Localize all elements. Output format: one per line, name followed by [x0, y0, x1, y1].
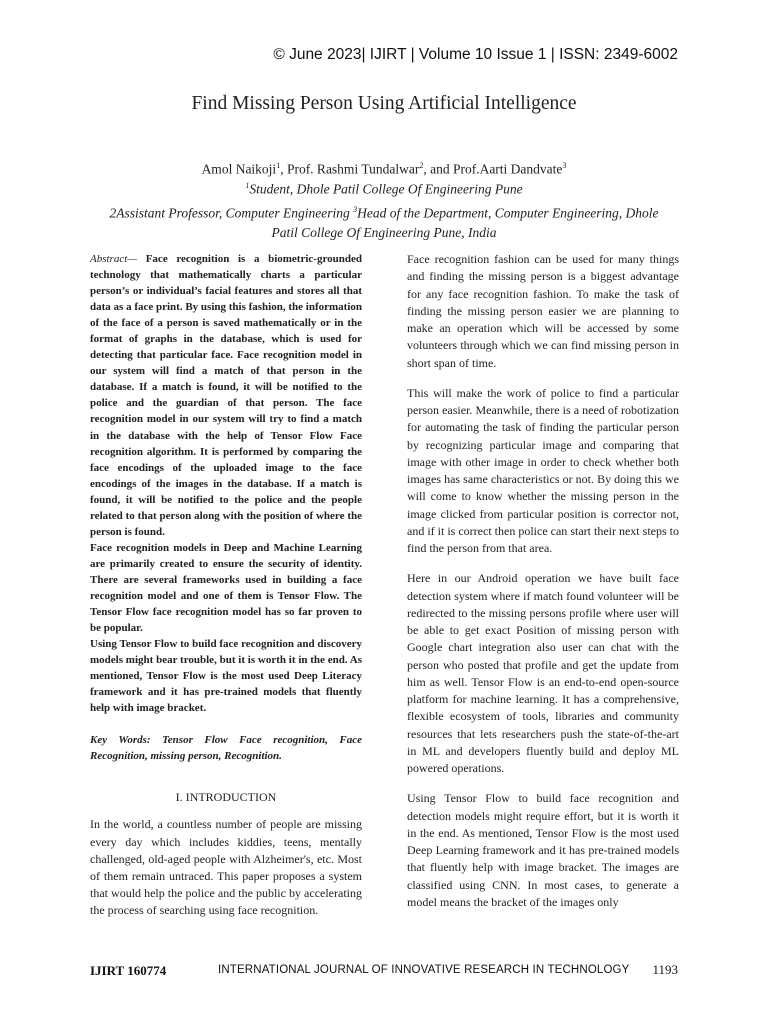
- paper-title: Find Missing Person Using Artificial Intelligence: [191, 93, 577, 114]
- footer-page-number: 1193: [652, 962, 678, 977]
- body-paragraph: Here in our Android operation we have built face detection system where if match found volunteer will be redirected to the missing persons profile where user will be able to get exact Position of missing person with Google chart integration also user can chat with the person who posted that profile and get the update from him as well. Tensor Flow is an end-to-end open-source platform for machine learning. It has a comprehensive, flexible ecosystem of tools, libraries and community resources that lets researchers push the state-of-the-art in ML and developers fluently build and deploy ML powered operations.: [407, 571, 679, 775]
- body-paragraph: Face recognition fashion can be used for many things and finding the missing person is a biggest advantage for any face recognition fashion. To make the task of finding the missing person easier we are planning to make an operation which will be accessed by some volunteers through which we can find missing person in short span of time.: [407, 252, 679, 370]
- footer-journal-name: INTERNATIONAL JOURNAL OF INNOVATIVE RESEARCH IN TECHNOLOGY: [218, 964, 630, 976]
- right-column: [407, 251, 679, 924]
- affiliation-line: [0, 200, 768, 224]
- author-superscript: 2: [419, 161, 424, 170]
- left-column: [90, 251, 362, 920]
- abstract-paragraph: Face recognition models in Deep and Machine Learning are primarily created to ensure the security of identity. There are several frameworks used in building a face recognition model and one of them is Tensor Flow. The Tensor Flow face recognition model has so far proven to be popular.: [90, 541, 362, 635]
- affiliation-line: Patil College Of Engineering Pune, India: [271, 225, 497, 240]
- journal-citation-header: © June 2023| IJIRT | Volume 10 Issue 1 | ISSN: 2349-6002: [273, 46, 678, 63]
- author-name: Amol Naikoji: [201, 161, 277, 177]
- abstract-paragraph: [90, 251, 362, 540]
- author-superscript: 1: [276, 161, 281, 170]
- keywords: Key Words: Tensor Flow Face recognition, Face Recognition, missing person, Recognition.: [90, 734, 362, 763]
- abstract-paragraph: Using Tensor Flow to build face recognition and discovery models might bear trouble, but it is worth it in the end. As mentioned, Tensor Flow is the most used Deep Literacy framework and it has pre-trained models that fluently help with image bracket.: [90, 638, 362, 715]
- affiliation-superscript: 3: [353, 204, 358, 214]
- section-heading-introduction: I. INTRODUCTION: [175, 790, 277, 805]
- affiliation-text: 2Assistant Professor, Computer Engineering: [109, 205, 354, 220]
- affiliation-text: Student, Dhole Patil College Of Engineering Pune: [249, 181, 523, 197]
- author-name: , Prof. Rashmi Tundalwar: [280, 161, 420, 177]
- affiliation-text: Head of the Department, Computer Engineering, Dhole: [357, 205, 659, 220]
- affiliations: [0, 176, 768, 243]
- abstract-text: Face recognition is a biometric-grounded technology that mathematically charts a particular person’s or individual’s facial features and stores all that data as a face print. By using this fashion, the information of the face of a person is saved mathematically or in the format of graphs in the database, which is used for detecting that particular face. Face recognition model in our system will find a match of that person in the database. If a match is found, it will be notified to the police and the guardian of that person. The face recognition model in our system will try to find a match in the database with the help of Tensor Flow Face recognition algorithm. It is performed by comparing the face encodings of the uploaded image to the face encodings of the images in the database. If a match is found, it will be notified to the police and the people related to that person along with the position of where the person is found.: [90, 253, 362, 538]
- abstract-label: Abstract—: [90, 253, 138, 265]
- author-superscript: 3: [562, 161, 567, 170]
- body-paragraph: Using Tensor Flow to build face recognition and detection models might require effort, but it is worth it in the end. As mentioned, Tensor Flow is the most used Deep Learning framework and it has pre-trained models that fluently help with image bracket. The images are classified using CNN. In most cases, to generate a model means the bracket of the images only: [407, 791, 679, 909]
- body-paragraph: In the world, a countless number of people are missing every day which includes kiddies, teens, mentally challenged, old-aged people with Alzheimer's, etc. Most of them remain untraced. This paper proposes a system that would help the police and the public by accelerating the process of searching using face recognition.: [90, 817, 362, 918]
- footer-journal-id: IJIRT 160774: [90, 963, 167, 978]
- affiliation-line: [0, 176, 768, 200]
- author-name: , and Prof.Aarti Dandvate: [423, 161, 563, 177]
- body-paragraph: This will make the work of police to find a particular person easier. Meanwhile, there is a need of robotization for automating the task of finding the particular person by recognizing particular image and comparing that image with other image in order to check whether both images has same characteristics or not. By doing this we will come to know whether the missing person in the image clicked from particular position is corrector not, and if it is correct then police can start their next steps to find the person from that area.: [407, 385, 679, 555]
- affiliation-superscript: 1: [245, 181, 250, 190]
